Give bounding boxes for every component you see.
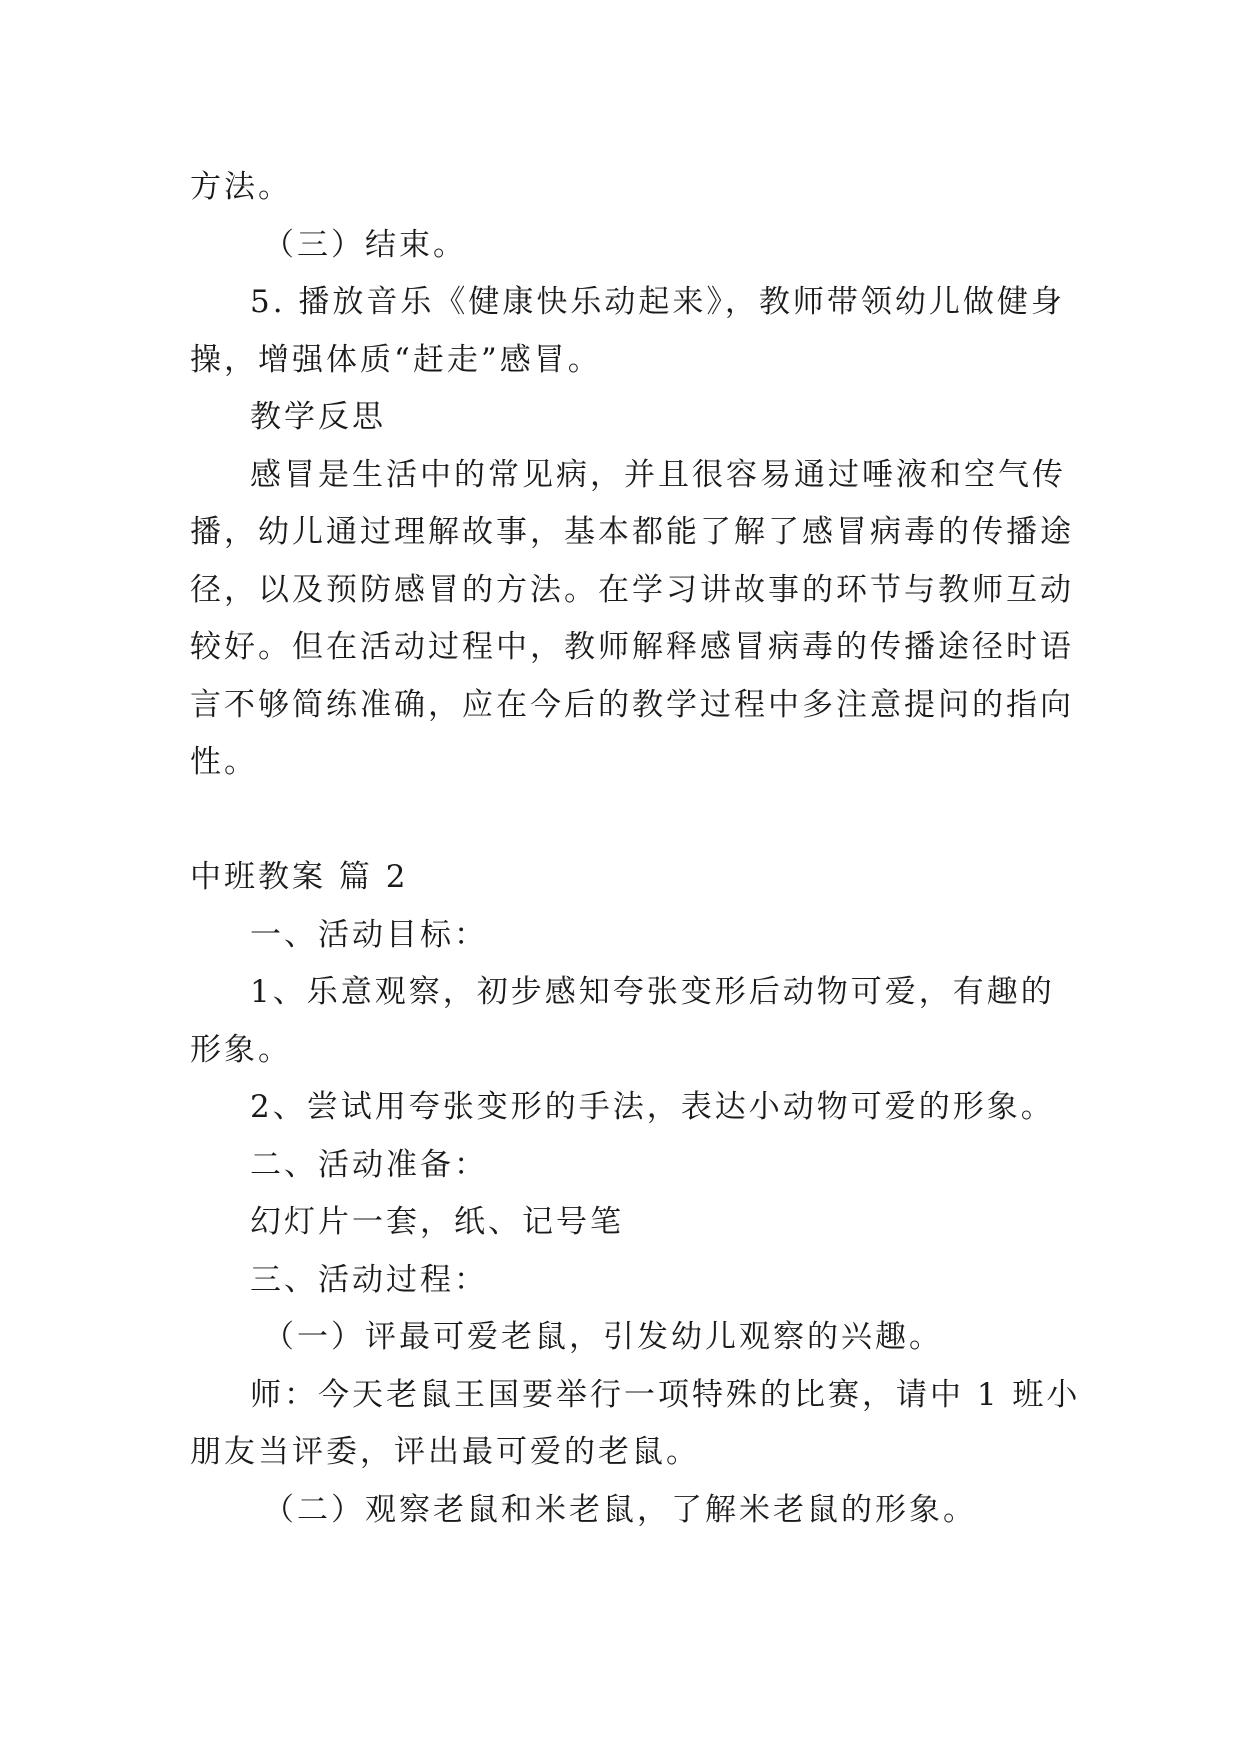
paragraph-line: 径，以及预防感冒的方法。在学习讲故事的环节与教师互动 bbox=[190, 572, 1074, 608]
paragraph-line: 操，增强体质“赶走”感冒。 bbox=[190, 342, 602, 378]
paragraph-line: 5. 播放音乐《健康快乐动起来》，教师带领幼儿做健身 bbox=[250, 284, 1065, 320]
paragraph-line: 1、乐意观察，初步感知夸张变形后动物可爱，有趣的 bbox=[250, 974, 1055, 1010]
section-heading: （二）观察老鼠和米老鼠，了解米老鼠的形象。 bbox=[263, 1492, 977, 1528]
section-heading: 一、活动目标： bbox=[250, 917, 488, 953]
paragraph-line: 较好。但在活动过程中，教师解释感冒病毒的传播途径时语 bbox=[190, 629, 1074, 665]
section-heading: 教学反思 bbox=[250, 399, 386, 435]
section-heading: 三、活动过程： bbox=[250, 1262, 488, 1298]
paragraph-line: 性。 bbox=[190, 744, 258, 780]
paragraph-line: 师：今天老鼠王国要举行一项特殊的比赛，请中 1 班小 bbox=[250, 1377, 1081, 1413]
document-title: 中班教案 篇 2 bbox=[190, 859, 409, 895]
paragraph-line: 朋友当评委，评出最可爱的老鼠。 bbox=[190, 1434, 700, 1470]
paragraph-line: 方法。 bbox=[190, 169, 292, 205]
section-heading: （三）结束。 bbox=[263, 227, 467, 263]
section-heading: 二、活动准备： bbox=[250, 1147, 488, 1183]
paragraph-line: 播，幼儿通过理解故事，基本都能了解了感冒病毒的传播途 bbox=[190, 514, 1074, 550]
paragraph-line: 言不够简练准确，应在今后的教学过程中多注意提问的指向 bbox=[190, 687, 1074, 723]
paragraph-line: 幻灯片一套，纸、记号笔 bbox=[250, 1204, 624, 1240]
section-heading: （一）评最可爱老鼠，引发幼儿观察的兴趣。 bbox=[263, 1319, 943, 1355]
paragraph-line: 2、尝试用夸张变形的手法，表达小动物可爱的形象。 bbox=[250, 1089, 1055, 1125]
paragraph-line: 感冒是生活中的常见病，并且很容易通过唾液和空气传 bbox=[250, 457, 1066, 493]
paragraph-line: 形象。 bbox=[190, 1032, 292, 1068]
